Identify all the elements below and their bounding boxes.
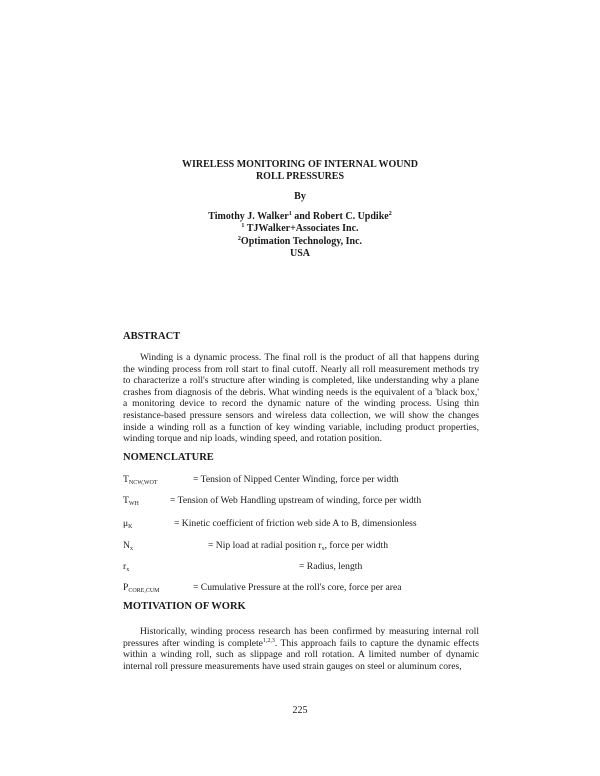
- authors-line: [0, 211, 600, 222]
- affiliation-country: USA: [289, 248, 310, 259]
- nomenclature-symbol: $N_x$: [123, 540, 133, 552]
- author-2: and Robert C. Updike: [291, 211, 389, 222]
- nomenclature-definition: = Tension of Nipped Center Winding, force per width: [193, 474, 399, 485]
- affiliation-1-name: TJWalker+Associates Inc.: [244, 223, 359, 234]
- motivation-paragraph: Historically, winding process research has been confirmed by measuring internal roll pressures after winding is complete$^{1,2,3}$. This approach fails to capture the dynamic effects within a winding roll, such as slippage and roll rotation. A limited number of dynamic internal roll pressure measurements have used strain gauges on steel or aluminum cores,: [123, 626, 479, 672]
- nomenclature-symbol: $T_{WH}$: [123, 495, 139, 507]
- nomenclature-definition: = Radius, length: [299, 561, 363, 572]
- nomenclature-heading: NOMENCLATURE: [123, 452, 214, 463]
- paper-title-line-1: WIRELESS MONITORING OF INTERNAL WOUND: [182, 159, 418, 170]
- nomenclature-symbol: $P_{CORE,CUM}$: [123, 582, 160, 594]
- abstract-heading: ABSTRACT: [123, 331, 181, 342]
- abstract-body: [123, 352, 479, 445]
- nomenclature-definition: = Nip load at radial position $r_x$, force per width: [208, 540, 388, 552]
- motivation-heading: MOTIVATION OF WORK: [123, 601, 246, 612]
- author-2-affiliation-mark: 2: [388, 211, 392, 217]
- author-1-affiliation-mark: 1: [288, 211, 292, 217]
- page-number: 225: [292, 705, 308, 716]
- affiliation-2: [0, 236, 600, 247]
- nomenclature-definition: = Tension of Web Handling upstream of winding, force per width: [170, 495, 422, 506]
- motivation-body: [123, 626, 479, 672]
- nomenclature-symbol: $T_{NCW,WOT}$: [123, 474, 158, 486]
- nomenclature-symbol: $r_x$: [123, 561, 130, 573]
- affiliation-2-name: Optimation Technology, Inc.: [240, 236, 363, 247]
- abstract-paragraph: Winding is a dynamic process. The final roll is the product of all that happens during the winding process from roll start to final cutoff. Nearly all roll measurement methods try to characterize a roll's structure after winding is completed, like understanding why a plane crashes from diagnosis of the debris. What winding needs is the equivalent of a 'black box,' a monitoring device to record the dynamic nature of the winding process. Using thin resistance-based pressure sensors and wireless data collection, we will show the changes inside a winding roll as a function of key winding variable, including product properties, winding torque and nip loads, winding speed, and rotation position.: [123, 352, 479, 445]
- affiliation-1-mark: 1: [241, 223, 245, 229]
- author-1: Timothy J. Walker: [208, 211, 289, 222]
- paper-title-line-2: ROLL PRESSURES: [255, 171, 345, 182]
- affiliation-2-mark: 2: [237, 236, 241, 242]
- nomenclature-definition: = Cumulative Pressure at the roll's core, force per area: [193, 582, 402, 593]
- by-label: By: [294, 191, 306, 202]
- nomenclature-definition: = Kinetic coefficient of friction web side A to B, dimensionless: [174, 518, 417, 529]
- affiliation-1: [0, 223, 600, 234]
- citation-mark: 1,2,3: [262, 637, 275, 644]
- nomenclature-symbol: $\mu_K$: [123, 518, 133, 530]
